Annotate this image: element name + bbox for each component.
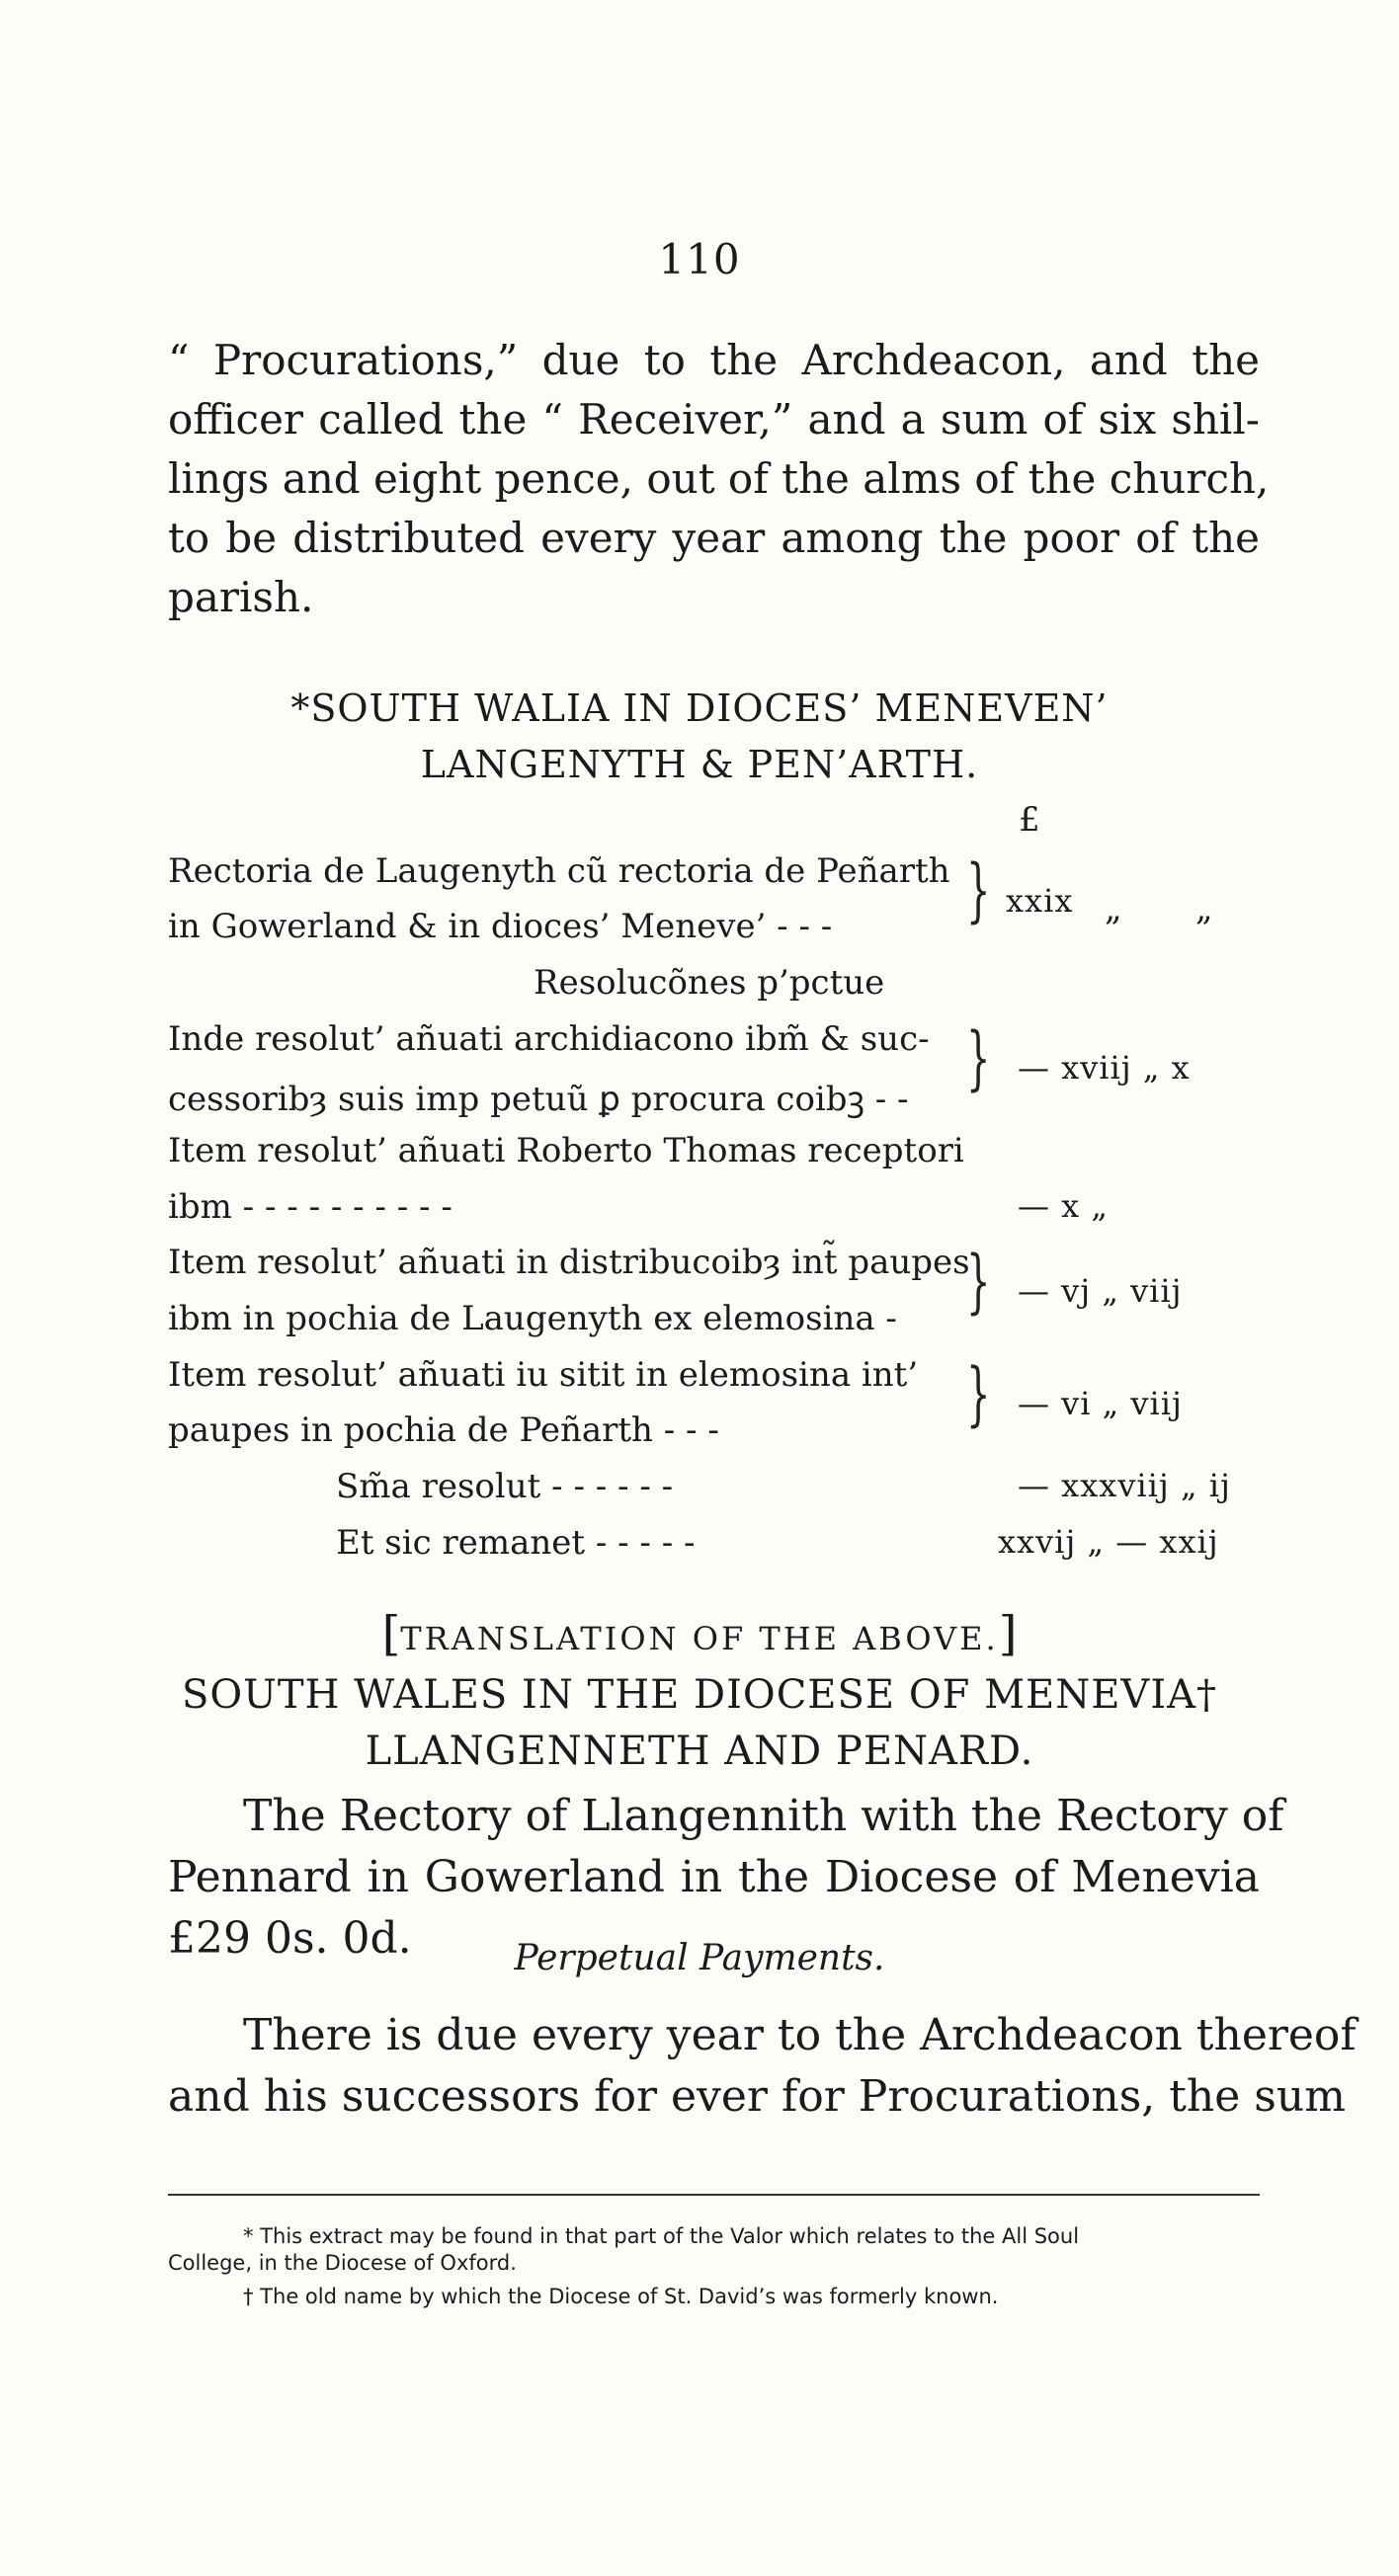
translation-label: [TRANSLATION OF THE ABOVE.]: [381, 1606, 1018, 1661]
latin-entry-3-value: — x „: [1018, 1187, 1109, 1225]
latin-entry-4-line1: Item resolut’ añuati in distribucoibȝ int̃ paupes: [168, 1243, 970, 1282]
intro-line: “ Procurations,” due to the Archdeacon, and the: [168, 336, 1260, 384]
due-paragraph: [168, 2005, 1357, 2128]
pound-column-symbol: £: [1019, 800, 1040, 840]
latin-entry-3-line2: ibm - - - - - - - - - -: [168, 1187, 453, 1227]
intro-line: lings and eight pence, out of the alms of the church,: [168, 454, 1270, 503]
intro-line: to be distributed every year among the poor of the: [168, 514, 1260, 562]
latin-entry-4-line2: ibm in pochia de Laugenyth ex elemosina -: [168, 1299, 897, 1338]
latin-entry-3-line1: Item resolut’ añuati Roberto Thomas receptori: [168, 1131, 964, 1170]
rectory-line: £29 0s. 0d.: [168, 1913, 412, 1964]
latin-entry-1-pence: „: [1195, 889, 1213, 928]
translation-heading-line1: SOUTH WALES IN THE DIOCESE OF MENEVIA†: [181, 1672, 1218, 1718]
latin-entry-5-line2: paupes in pochia de Peñarth - - -: [168, 1410, 719, 1450]
sum-label: Sm̃a resolut - - - - - -: [336, 1467, 674, 1506]
translation-heading-line2: LLANGENNETH AND PENARD.: [365, 1729, 1034, 1774]
intro-line: parish.: [168, 573, 314, 621]
latin-subheading: Resolucõnes p’pctue: [534, 963, 885, 1003]
rectory-line: Pennard in Gowerland in the Diocese of Menevia: [168, 1852, 1260, 1902]
latin-entry-1-pounds: xxix: [1006, 882, 1074, 920]
footnote-star: * This extract may be found in that part of the Valor which relates to the All Soul College, in the Diocese of Oxford.: [168, 2224, 1080, 2275]
brace-icon: }: [966, 1353, 991, 1434]
perpetual-payments-heading: Perpetual Payments.: [514, 1938, 885, 1978]
remainder-label: Et sic remanet - - - - -: [336, 1523, 696, 1563]
latin-entry-5-line1: Item resolut’ añuati iu sitit in elemosina int’: [168, 1355, 919, 1395]
latin-entry-4-value: — vj „ viij: [1018, 1272, 1183, 1310]
latin-heading-line2: LANGENYTH & PEN’ARTH.: [420, 743, 979, 786]
page-number: 110: [658, 235, 741, 283]
intro-line: officer called the “ Receiver,” and a sum of six shil-: [168, 395, 1260, 443]
due-line: and his successors for ever for Procurations, the sum: [168, 2071, 1346, 2122]
latin-entry-2-line2: cessoribȝ suis imp petuũ ꝑ procura coibꝫ - -: [168, 1080, 909, 1119]
rectory-line: The Rectory of Llangennith with the Rectory of: [243, 1791, 1284, 1841]
brace-icon: }: [966, 1241, 991, 1322]
footnote-divider: [168, 2194, 1260, 2196]
latin-entry-2-value: — xviij „ x: [1018, 1049, 1191, 1087]
remainder-value: xxvij „ — xxij: [998, 1523, 1219, 1561]
brace-icon: }: [966, 849, 991, 930]
latin-entry-1-shillings: „: [1105, 889, 1122, 928]
due-line: There is due every year to the Archdeacon thereof: [243, 2010, 1357, 2060]
intro-paragraph: [168, 331, 1270, 627]
latin-entry-1-line1: Rectoria de Laugenyth cũ rectoria de Peñarth: [168, 851, 950, 891]
footnote-dagger: † The old name by which the Diocese of St. David’s was formerly known.: [243, 2285, 999, 2308]
sum-value: — xxxviij „ ij: [1018, 1467, 1231, 1504]
latin-entry-2-line1: Inde resolut’ añuati archidiacono ibm̃ & suc-: [168, 1019, 930, 1059]
latin-entry-5-value: — vi „ viij: [1018, 1385, 1183, 1422]
latin-heading-line1: *SOUTH WALIA IN DIOCES’ MENEVEN’: [290, 686, 1109, 730]
brace-icon: }: [966, 1017, 991, 1098]
latin-entry-1-line2: in Gowerland & in dioces’ Meneve’ - - -: [168, 907, 833, 946]
